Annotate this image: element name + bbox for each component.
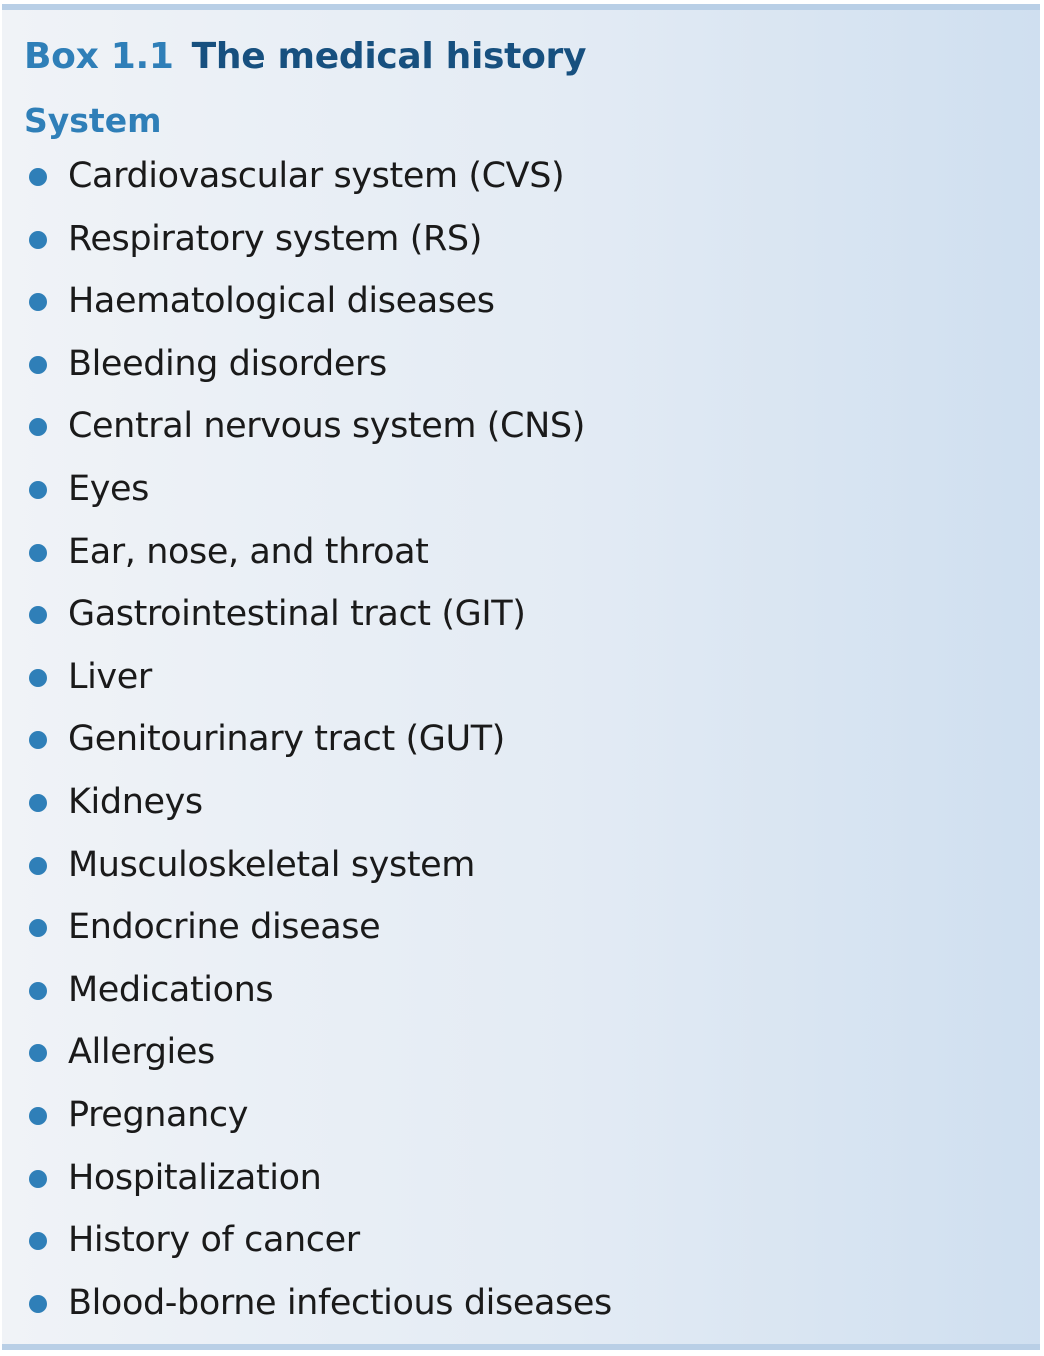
list-item-text: Haematological diseases: [68, 281, 495, 322]
bullet-icon: [29, 231, 47, 249]
list-item-text: Gastrointestinal tract (GIT): [68, 594, 526, 635]
bullet-icon: [29, 982, 47, 1000]
bullet-icon: [29, 606, 47, 624]
bullet-icon: [29, 544, 47, 562]
bullet-icon: [29, 1107, 47, 1125]
bullet-icon: [29, 356, 47, 374]
bullet-icon: [29, 794, 47, 812]
list-item-text: Central nervous system (CNS): [68, 406, 585, 447]
list-item-text: Kidneys: [68, 781, 203, 822]
medical-history-box: [2, 4, 1040, 1350]
list-item-text: Ear, nose, and throat: [68, 531, 429, 572]
list-item-text: Medications: [68, 969, 274, 1010]
list-item-text: History of cancer: [68, 1220, 360, 1261]
list-item-text: Pregnancy: [68, 1094, 249, 1135]
bullet-icon: [29, 1232, 47, 1250]
list-item-text: Hospitalization: [68, 1157, 322, 1198]
bullet-icon: [29, 481, 47, 499]
list-item-text: Musculoskeletal system: [68, 844, 475, 885]
list-item-text: Cardiovascular system (CVS): [68, 156, 565, 196]
bullet-icon: [29, 293, 47, 311]
bullet-icon: [29, 168, 47, 186]
box-heading: [24, 32, 586, 82]
list-item-text: Blood-borne infectious diseases: [68, 1282, 612, 1323]
bullet-icon: [29, 731, 47, 749]
bullet-icon: [29, 919, 47, 937]
bullet-icon: [29, 418, 47, 436]
list-item-text: Eyes: [68, 468, 149, 509]
bullet-icon: [29, 669, 47, 687]
list-item-text: Endocrine disease: [68, 907, 381, 948]
list-item-text: Genitourinary tract (GUT): [68, 719, 505, 760]
bullet-icon: [29, 857, 47, 875]
bullet-icon: [29, 1044, 47, 1062]
bullet-icon: [29, 1295, 47, 1313]
list-item-text: Respiratory system (RS): [68, 218, 482, 259]
list-item-text: Bleeding disorders: [68, 343, 387, 384]
section-heading-system: System: [24, 101, 162, 140]
box-title: The medical history: [191, 36, 587, 77]
box-number: Box 1.1: [24, 36, 174, 77]
list-item-text: Liver: [68, 656, 152, 697]
bullet-icon: [29, 1170, 47, 1188]
list-item-text: Allergies: [68, 1032, 215, 1073]
